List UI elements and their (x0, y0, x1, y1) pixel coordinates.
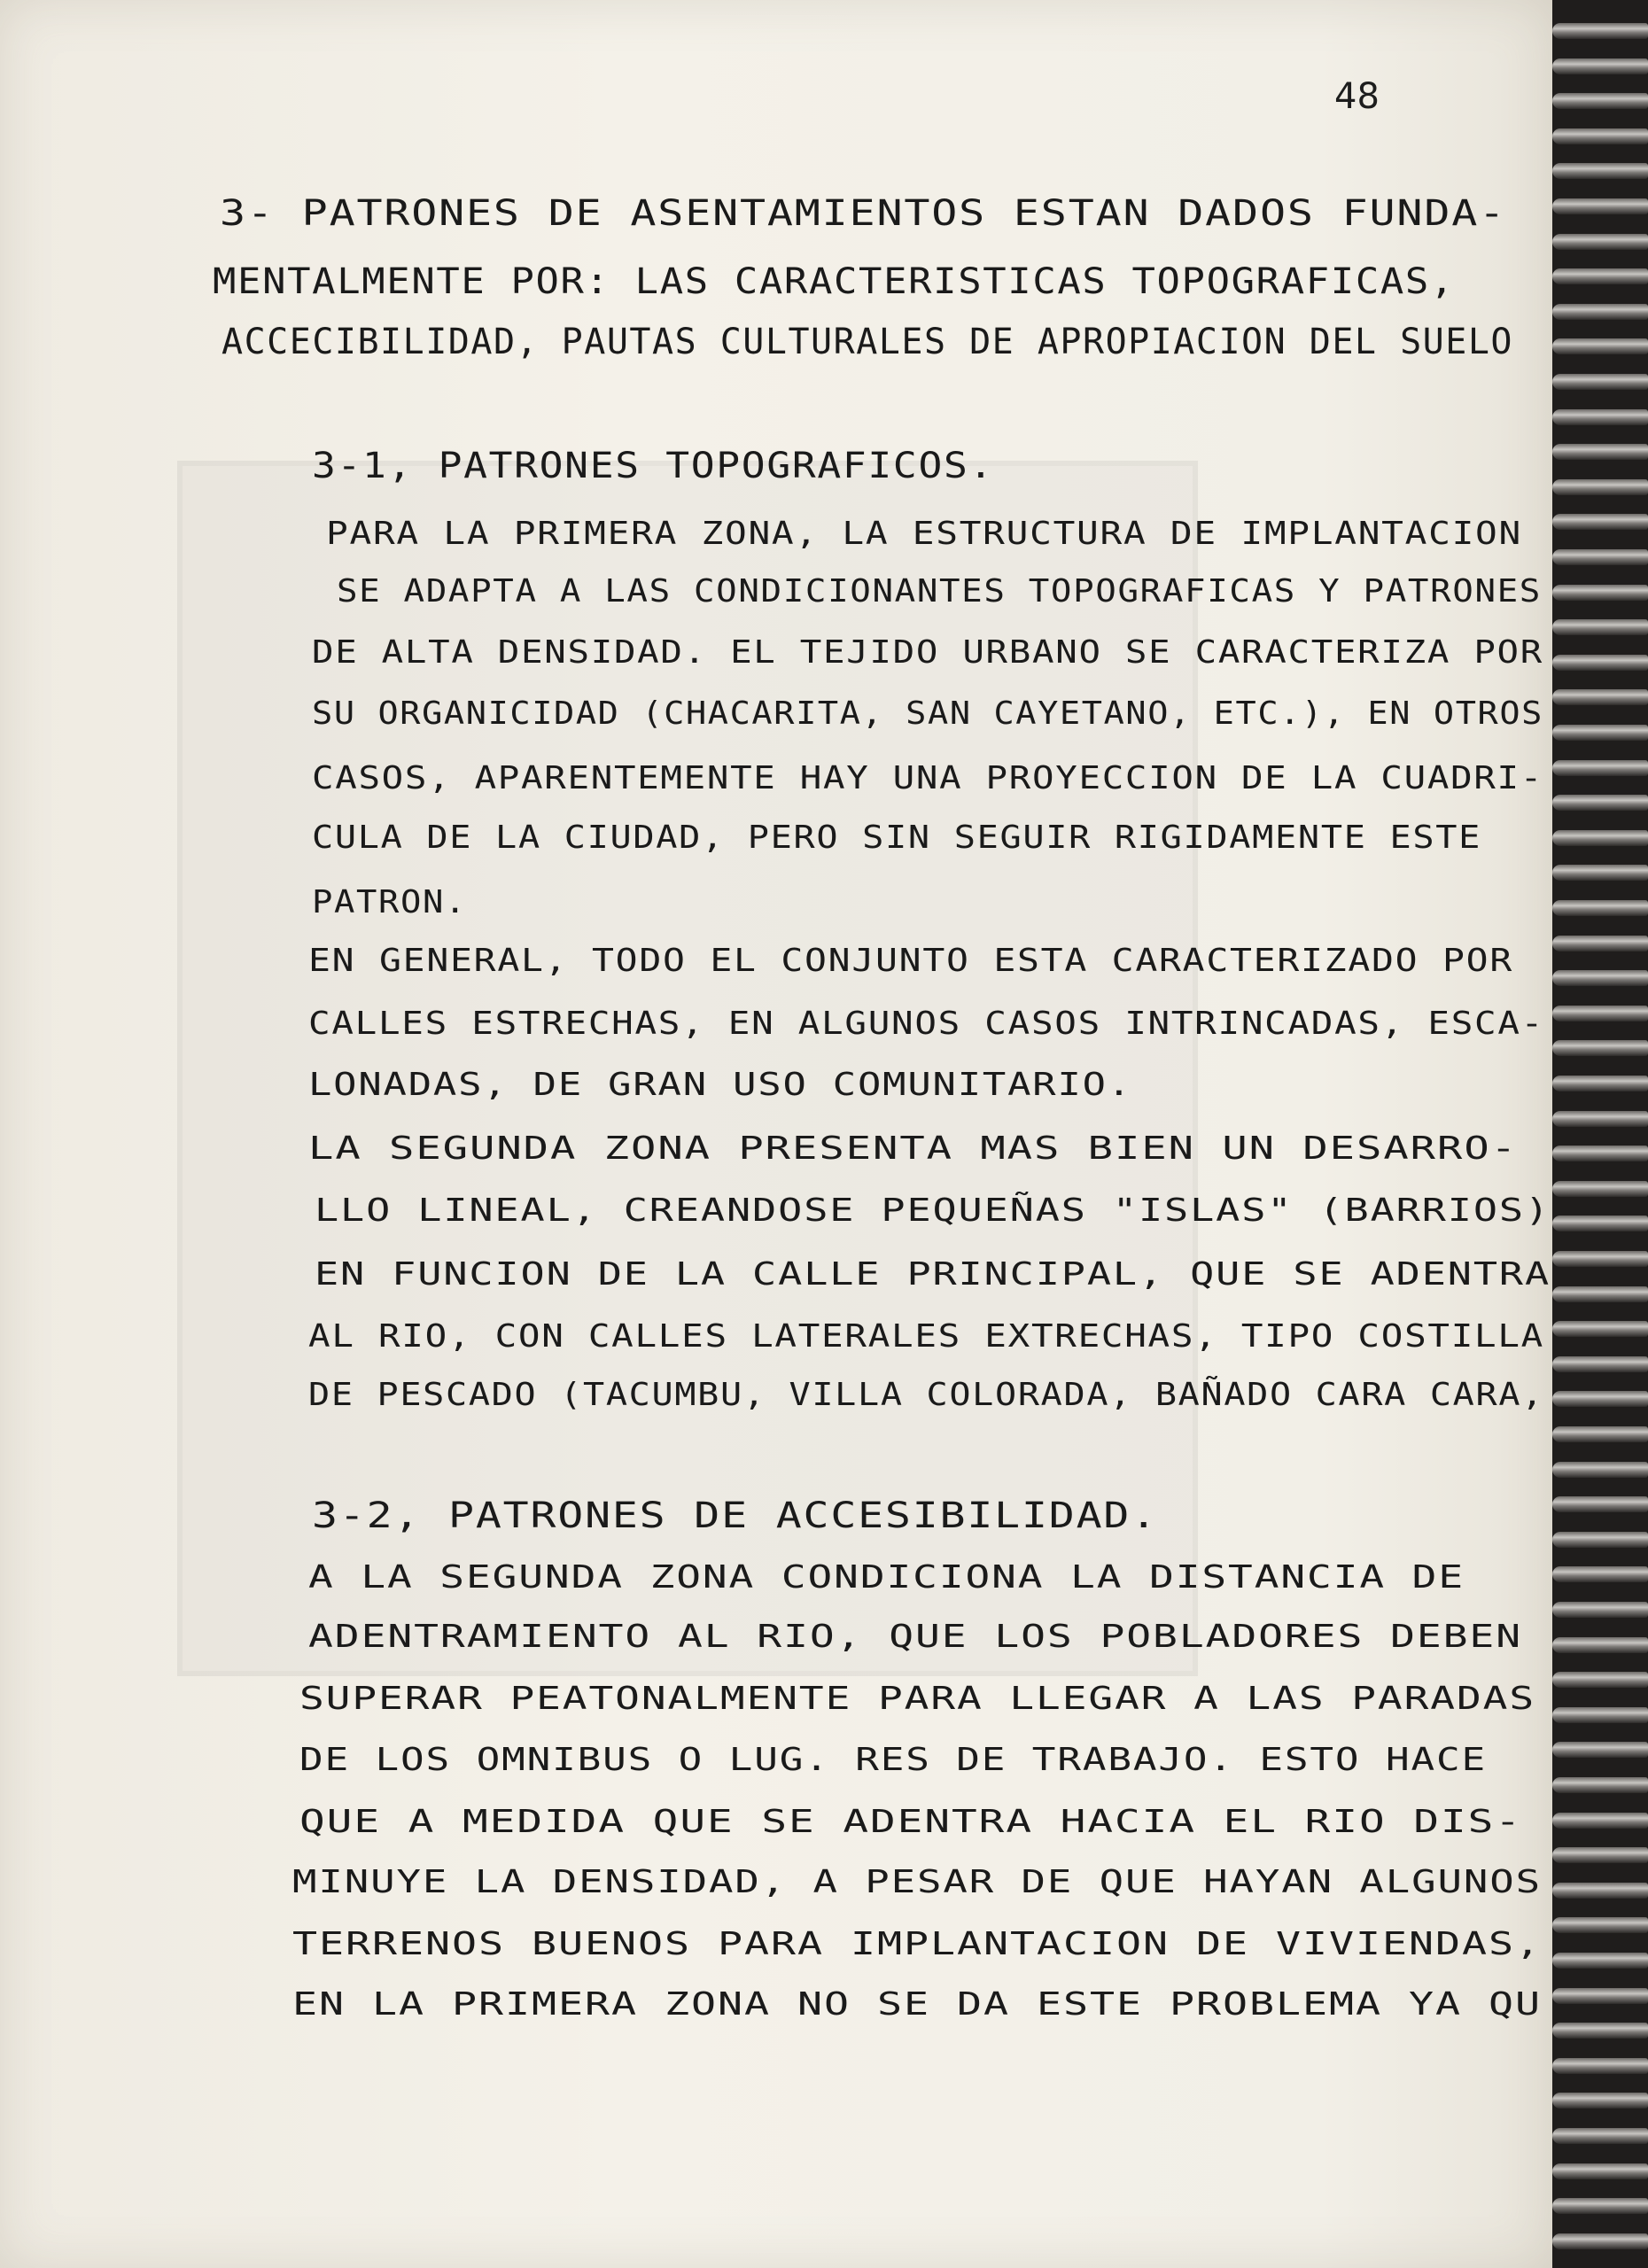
heading-line: MENTALMENTE POR: LAS CARACTERISTICAS TOPOGRAFICAS, (213, 261, 1455, 302)
body-line: AL RIO, CON CALLES LATERALES EXTRECHAS, TIPO COSTILLA (308, 1318, 1544, 1355)
binding-coil (1552, 2128, 1648, 2144)
binding-coil (1552, 619, 1648, 635)
binding-coil (1552, 58, 1648, 74)
binding-coil (1552, 865, 1648, 881)
body-line: DE LOS OMNIBUS O LUG. RES DE TRABAJO. ESTO HACE (299, 1742, 1487, 1778)
body-line: LA SEGUNDA ZONA PRESENTA MAS BIEN UN DESARRO- (308, 1130, 1518, 1167)
binding-coil (1552, 2163, 1648, 2179)
binding-coil (1552, 1111, 1648, 1127)
spiral-binding (1552, 0, 1648, 2268)
binding-coil (1552, 198, 1648, 214)
body-line: ADENTRAMIENTO AL RIO, QUE LOS POBLADORES DEBEN (308, 1619, 1522, 1655)
body-line: CASOS, APARENTEMENTE HAY UNA PROYECCION DE LA CUADRI- (312, 760, 1543, 796)
binding-coil (1552, 1566, 1648, 1582)
binding-coil (1552, 234, 1648, 250)
body-line: EN FUNCION DE LA CALLE PRINCIPAL, QUE SE ADENTRA (315, 1256, 1551, 1293)
body-line: PATRON. (312, 884, 467, 920)
binding-coil (1552, 1286, 1648, 1302)
binding-coil (1552, 1813, 1648, 1829)
binding-coil (1552, 1847, 1648, 1863)
binding-coil (1552, 1040, 1648, 1056)
body-line: LONADAS, DE GRAN USO COMUNITARIO. (308, 1067, 1132, 1103)
body-line: CALLES ESTRECHAS, EN ALGUNOS CASOS INTRINCADAS, ESCA- (308, 1006, 1544, 1042)
binding-coil (1552, 1181, 1648, 1197)
binding-coil (1552, 2058, 1648, 2074)
binding-coil (1552, 23, 1648, 39)
binding-coil (1552, 2093, 1648, 2109)
body-line: DE PESCADO (TACUMBU, VILLA COLORADA, BAÑADO CARA CARA, (308, 1377, 1544, 1413)
binding-coil (1552, 514, 1648, 530)
binding-coil (1552, 163, 1648, 179)
body-line: SU ORGANICIDAD (CHACARITA, SAN CAYETANO, ETC.), EN OTROS (312, 695, 1543, 732)
binding-coil (1552, 760, 1648, 776)
binding-coil (1552, 1076, 1648, 1091)
binding-coil (1552, 1321, 1648, 1337)
heading-line: 3- PATRONES DE ASENTAMIENTOS ESTAN DADOS FUNDA- (220, 193, 1506, 234)
binding-coil (1552, 2233, 1648, 2249)
binding-coil (1552, 970, 1648, 986)
binding-coil (1552, 2023, 1648, 2039)
binding-coil (1552, 1006, 1648, 1021)
binding-coil (1552, 2198, 1648, 2214)
binding-coil (1552, 1462, 1648, 1478)
body-line: MINUYE LA DENSIDAD, A PESAR DE QUE HAYAN ALGUNOS (292, 1864, 1542, 1900)
binding-coil (1552, 585, 1648, 601)
body-line: QUE A MEDIDA QUE SE ADENTRA HACIA EL RIO DIS- (299, 1804, 1522, 1840)
binding-coil (1552, 1496, 1648, 1512)
binding-coil (1552, 1251, 1648, 1267)
binding-coil (1552, 93, 1648, 109)
body-line: DE ALTA DENSIDAD. EL TEJIDO URBANO SE CARACTERIZA POR (312, 634, 1543, 671)
binding-coil (1552, 1216, 1648, 1231)
binding-coil (1552, 1777, 1648, 1793)
section-title: 3-1, PATRONES TOPOGRAFICOS. (312, 446, 994, 486)
binding-coil (1552, 795, 1648, 811)
binding-coil (1552, 689, 1648, 705)
binding-coil (1552, 655, 1648, 671)
binding-coil (1552, 409, 1648, 425)
binding-coil (1552, 1602, 1648, 1618)
binding-coil (1552, 338, 1648, 354)
body-line: EN LA PRIMERA ZONA NO SE DA ESTE PROBLEMA YA QU (292, 1986, 1542, 2023)
binding-coil (1552, 725, 1648, 741)
binding-coil (1552, 1953, 1648, 1969)
binding-coil (1552, 1707, 1648, 1723)
body-line: TERRENOS BUENOS PARA IMPLANTACION DE VIVIENDAS, (292, 1926, 1542, 1962)
body-line: CULA DE LA CIUDAD, PERO SIN SEGUIR RIGIDAMENTE ESTE (312, 819, 1481, 856)
binding-coil (1552, 936, 1648, 951)
body-line: SE ADAPTA A LAS CONDICIONANTES TOPOGRAFICAS Y PATRONES (337, 573, 1542, 610)
binding-coil (1552, 479, 1648, 495)
body-line: EN GENERAL, TODO EL CONJUNTO ESTA CARACTERIZADO POR (308, 943, 1513, 979)
binding-coil (1552, 1391, 1648, 1407)
heading-line: ACCECIBILIDAD, PAUTAS CULTURALES DE APROPIACION DEL SUELO (222, 322, 1513, 362)
binding-coil (1552, 1672, 1648, 1688)
binding-coil (1552, 444, 1648, 460)
binding-coil (1552, 1742, 1648, 1758)
binding-coil (1552, 304, 1648, 320)
body-line: LLO LINEAL, CREANDOSE PEQUEÑAS "ISLAS" (BARRIOS) (315, 1192, 1551, 1229)
binding-coil (1552, 900, 1648, 916)
page-number: 48 (1334, 76, 1380, 117)
section-title: 3-2, PATRONES DE ACCESIBILIDAD. (312, 1495, 1158, 1536)
binding-coil (1552, 830, 1648, 846)
binding-coil (1552, 1917, 1648, 1933)
binding-coil (1552, 1883, 1648, 1899)
binding-coil (1552, 1988, 1648, 2004)
body-line: SUPERAR PEATONALMENTE PARA LLEGAR A LAS PARADAS (299, 1681, 1535, 1717)
binding-coil (1552, 1426, 1648, 1442)
binding-coil (1552, 549, 1648, 565)
body-line: A LA SEGUNDA ZONA CONDICIONA LA DISTANCIA DE (308, 1559, 1465, 1596)
body-line: PARA LA PRIMERA ZONA, LA ESTRUCTURA DE IMPLANTACION (326, 516, 1522, 552)
binding-coil (1552, 1637, 1648, 1653)
binding-coil (1552, 374, 1648, 390)
binding-coil (1552, 1356, 1648, 1372)
binding-coil (1552, 1532, 1648, 1548)
binding-coil (1552, 128, 1648, 144)
binding-coil (1552, 1146, 1648, 1161)
binding-coil (1552, 268, 1648, 284)
